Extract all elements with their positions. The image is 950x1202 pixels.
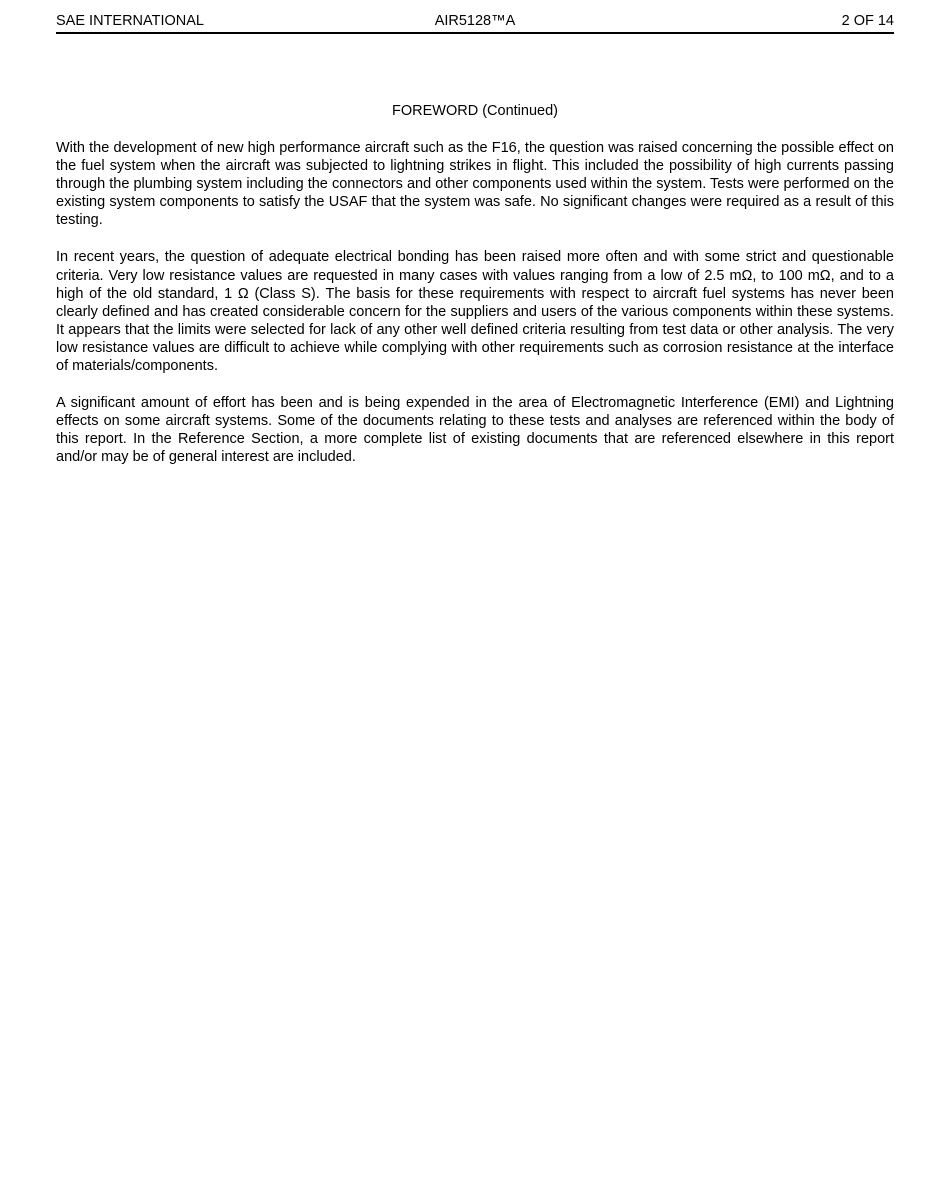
header-page-number: 2 OF 14 (841, 13, 894, 29)
paragraph-2: In recent years, the question of adequate electrical bonding has been raised more often and with some strict and questionable criteria. Very low resistance values are requested in many cases with values ranging from a low of 2.5 mΩ, to 100 mΩ, and to a high of the old standard, 1 Ω (Class S). The basis for these requirements with respect to aircraft fuel systems has never been clearly defined and has created considerable concern for the suppliers and users of the various components within these systems. It appears that the limits were selected for lack of any other well defined criteria resulting from test data or other analysis. The very low resistance values are difficult to achieve while complying with other requirements such as corrosion resistance at the interface of materials/components. (56, 249, 894, 375)
section-title: FOREWORD (Continued) (392, 103, 558, 119)
header-organization: SAE INTERNATIONAL (56, 13, 204, 29)
page-header (56, 10, 894, 34)
paragraph-1: With the development of new high performance aircraft such as the F16, the question was raised concerning the possible effect on the fuel system when the aircraft was subjected to lightning strikes in flight. This included the possibility of high currents passing through the plumbing system including the connectors and other components used within the system. Tests were performed on the existing system components to satisfy the USAF that the system was safe. No significant changes were required as a result of this testing. (56, 140, 894, 229)
body-text (56, 139, 894, 486)
paragraph-3: A significant amount of effort has been and is being expended in the area of Electromagnetic Interference (EMI) and Lightning effects on some aircraft systems. Some of the documents relating to these tests and analyses are referenced within the body of this report. In the Reference Section, a more complete list of existing documents that are referenced elsewhere in this report and/or may be of general interest are included. (56, 395, 894, 466)
header-document-number: AIR5128™A (434, 13, 516, 29)
